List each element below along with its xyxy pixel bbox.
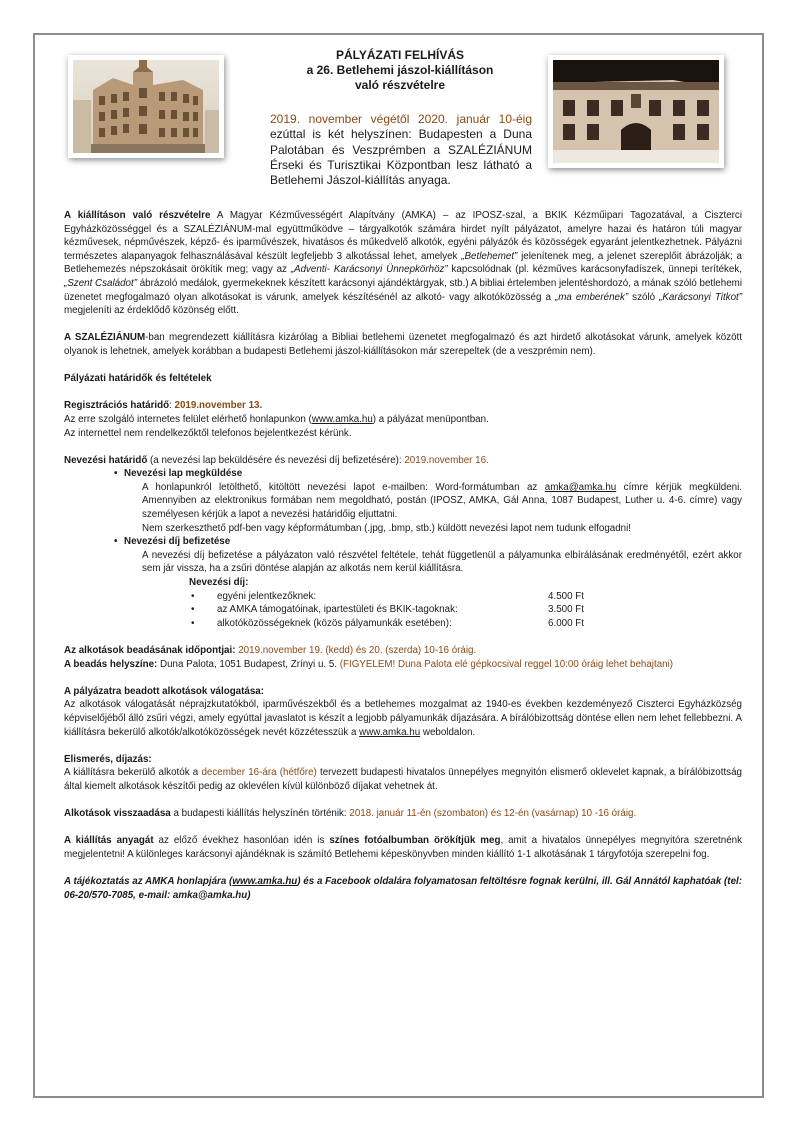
participation-text: A Magyar Kézművességért Alapítvány (AMKA) – az IPOSZ-szal, a BKIK Kézműipari Tagozatával, a Ciszterci Egyházközösséggel és a SZALÉZIÁNUM-mal együttműködve – tárgyalkotók számára hirdet nyílt pályázatot, amelyre hazai és határon túli magyar kézművesek, népművészek, képző- és iparművészek, hivatásos és műkedvelő alkotók, egyéni pályázók és közösségek egyaránt jelentkezhetnek. Pályázni természetes alapanyagok felhasználásával készült legfeljebb 3 alkotással lehet, amelyek [64,210,742,262]
delivery-place-label: A beadás helyszíne: [64,658,158,670]
participation-lead: A kiállításon való részvételre [64,210,211,221]
document-body [64,209,742,902]
delivery-label: Az alkotások beadásának időpontjai: [64,645,236,656]
bullet-entry-form: • Nevezési lap megküldése [64,467,742,481]
selection-heading: A pályázatra beadott alkotások válogatása: [64,685,264,697]
entry-form-text-a: A honlapunkról letölthető, kitöltött nevezési lapot e-mailben: Word-formátumban az [142,481,545,493]
album-text: az előző évekhez hasonlóan idén is [153,835,330,847]
registration-label: Regisztrációs határidő [64,400,170,412]
intro-paragraph [270,112,532,188]
entry-form-text-b: címre kérjük megküldeni. Amennyiben az elektronikus formában nem megoldható, postán (IPOSZ, AMKA, Gál Anna, 1087 Budapest, Luther u. 4-6. címre) vagy személyesen kérjük a lapot a nevezési határidőig eljuttatni. [142,481,742,521]
delivery-place [64,658,742,672]
bullet-entry-fee: • Nevezési díj befizetése [64,535,742,549]
entry-label: Nevezési határidő [64,454,148,466]
document-title [255,48,545,93]
selection-paragraph [64,698,742,739]
fee-amount: 4.500 Ft [548,590,584,602]
participation-italic: „Szent Családot” [64,277,137,289]
fee-label: egyéni jelentkezőknek: [217,590,317,602]
awards-heading: Elismerés, díjazás: [64,753,152,765]
fee-label: alkotóközösségeknek (közös pályamunkák esetében): [217,617,452,629]
entry-form-format-note: Nem szerkeszthető pdf-ben vagy képformátumban (.jpg, .bmp, stb.) küldött nevezési lapot nem tudunk elfogadni! [142,522,632,534]
registration-colon: : [169,400,175,412]
entry-form-text [64,481,742,522]
participation-text: jelenítenek meg, a jelenet szereplőit ábrázolják; a Betlehemezés népszokásait örökítik meg; vagy az [64,250,742,276]
entry-fee-text: A nevezési díj befizetése a pályázaton való részvétel feltétele, tehát függetlenül a pályamunka elbírálásának eredményétől, ezért akkor sem jár vissza, ha a zsűri döntése alapján az alkotás nem kerül kiállításra. [142,549,742,575]
awards-text: A kiállításra bekerülő alkotók a [64,767,202,779]
amka-website-link[interactable]: www.amka.hu [232,876,298,888]
registration-date: 2019.november 13. [174,400,263,412]
album-text: , amit a hivatalos ünnepélyes megnyitóra szeretnénk megjelentetni! A különleges karácsonyi ajándéknak is számító Betlehemi képeskönyvben minden kiállító 1-1 alkotásának 1 tárgyfotója szerepelni fog. [64,835,743,860]
registration-text: ) a pályázat menüpontban. [372,413,489,425]
amka-website-link[interactable]: www.amka.hu [359,726,421,738]
title-line-3: való részvételre [354,78,446,92]
delivery-dates [64,644,742,658]
intro-dates: 2019. november végétől 2020. január 10-éig [270,112,532,126]
fee-row: • az AMKA támogatóinak, ipartestületi és BKIK-tagoknak: 3.500 Ft [191,604,584,616]
deadlines-heading: Pályázati határidők és feltételek [64,373,212,385]
delivery-dates-value: 2019.november 19. (kedd) és 20. (szerda) 10-16 óráig. [235,645,477,656]
selection-text: weboldalon. [420,726,476,738]
album-lead: A kiállítás anyagát [64,835,154,847]
awards-paragraph [64,766,742,793]
footer-text: ) és a Facebook oldalára folyamatosan feltöltésre fognak kerülni, ill. Gál Annától kaphatóak (tel: 06-20/570-7085, e-mail: amka@amka.hu) [64,876,742,901]
participation-text: ábrázoló medálok, gyermekeknek készített karácsonyi ajándéktárgyak, stb.) A bibliai értelemben jelentéshordozó, a mának szóló betlehemi üzenetet megfogalmazó olyan alkotásokat is várunk, amelyek készítésénél az alkotó- vagy alkotóközösség a [64,277,742,303]
intro-text: ezúttal is két helyszínen: Budapesten a Duna Palotában és Veszprémben a SZALÉZIÁNUM Érseki és Turisztikai Központban lesz látható a Betlehemi Jászol-kiállítás anyaga. [270,127,532,188]
entry-paren: (a nevezési lap beküldésére és nevezési díj befizetésére): [147,454,405,466]
title-line-1: PÁLYÁZATI FELHÍVÁS [335,48,464,62]
szalezianum-photo [548,55,724,168]
awards-text: tervezett budapesti hivatalos ünnepélyes megnyitón elismerő oklevelet kapnak, a bírálóbizottság által kiemelt alkotások készítői pedig az oklevélen kívül különböző díjakat vehetnek át. [64,767,742,792]
registration-deadline [64,399,742,413]
participation-text: megjeleníti az érdeklődő közönség előtt. [64,305,239,317]
entry-deadline [64,454,742,468]
participation-italic: „Karácsonyi Titkot” [659,291,743,303]
title-line-2: a 26. Betlehemi jászol-kiállításon [306,63,494,77]
fee-row: • alkotóközösségeknek (közös pályamunkák esetében): 6.000 Ft [191,617,584,629]
fees-heading: Nevezési díj: [189,577,249,589]
return-dates: 2018. január 11-én (szombaton) és 12-én (vasárnap) 10 -16 óráig. [349,808,637,820]
return-paragraph [64,807,742,821]
album-bold: színes fotóalbumban örökítjük meg [329,835,501,847]
fee-amount: 6.000 Ft [548,617,584,629]
fee-amount: 3.500 Ft [548,604,584,616]
selection-text: Az alkotások válogatását néprajzkutatókból, iparművészekből és a betlehemes mozgalmat az 1940-es években kezdeményező Ciszterci Egyházközség képviselőjéből álló zsűri végzi, amely egyúttal javaslatot is készít a legjobb pályamunkák díjazására. A bírálóbizottság döntése ellen nem lehet fellebbezni. A kiállításra bekerülő alkotók/alkotóközösségek nevét közzétesszük a [64,699,742,738]
awards-date: december 16-ára (hétfőre) [201,767,317,779]
participation-text: kapcsolódnak (pl. kézműves karácsonyfadíszek, ünnepi terítékek, [447,264,742,276]
footer-text: A tájékoztatás az AMKA honlapjára ( [64,876,233,888]
return-text: a budapesti kiállítás helyszínén történik: [170,808,350,820]
szalezianum-lead: A SZALÉZIÁNUM [64,332,146,344]
footer-note [64,875,742,902]
szalezianum-paragraph [64,331,742,358]
delivery-warning: (FIGYELEM! Duna Palota elé gépkocsival reggel 10:00 óráig lehet behajtani) [339,658,674,670]
duna-palota-photo [68,55,224,158]
return-label: Alkotások visszaadása [64,808,171,820]
delivery-place-value: Duna Palota, 1051 Budapest, Zrínyi u. 5. [157,658,340,670]
registration-line [64,413,742,427]
szalezianum-text: -ban megrendezett kiállításra kizárólag a Bibliai betlehemi üzenetet megfogalmazó és azt hirdető alkotásokat várunk, amelyek között olyanok is lehetnek, amelyek korábban a budapesti Betlehemi jászol-kiállításokon már szerepeltek (de a veszprémin nem). [64,332,743,357]
amka-email-link[interactable]: amka@amka.hu [544,481,617,493]
participation-italic: „Betlehemet” [461,250,518,262]
album-paragraph [64,834,742,861]
fee-row: • egyéni jelentkezőknek: 4.500 Ft [191,590,584,602]
amka-website-link[interactable]: www.amka.hu [311,413,373,425]
participation-text: szóló [628,291,660,303]
registration-text: Az erre szolgáló internetes felület elérhető honlapunkon ( [64,413,312,425]
entry-date: 2019.november 16. [404,454,489,466]
participation-italic: „Adventi- Karácsonyi Ünnepkörhöz” [290,264,448,276]
participation-paragraph [64,209,742,318]
registration-phone-note: Az internettel nem rendelkezőktől telefonos bejelentkezést kérünk. [64,427,352,439]
fee-label: az AMKA támogatóinak, ipartestületi és BKIK-tagoknak: [217,604,458,616]
participation-italic: „ma emberének” [554,291,629,303]
